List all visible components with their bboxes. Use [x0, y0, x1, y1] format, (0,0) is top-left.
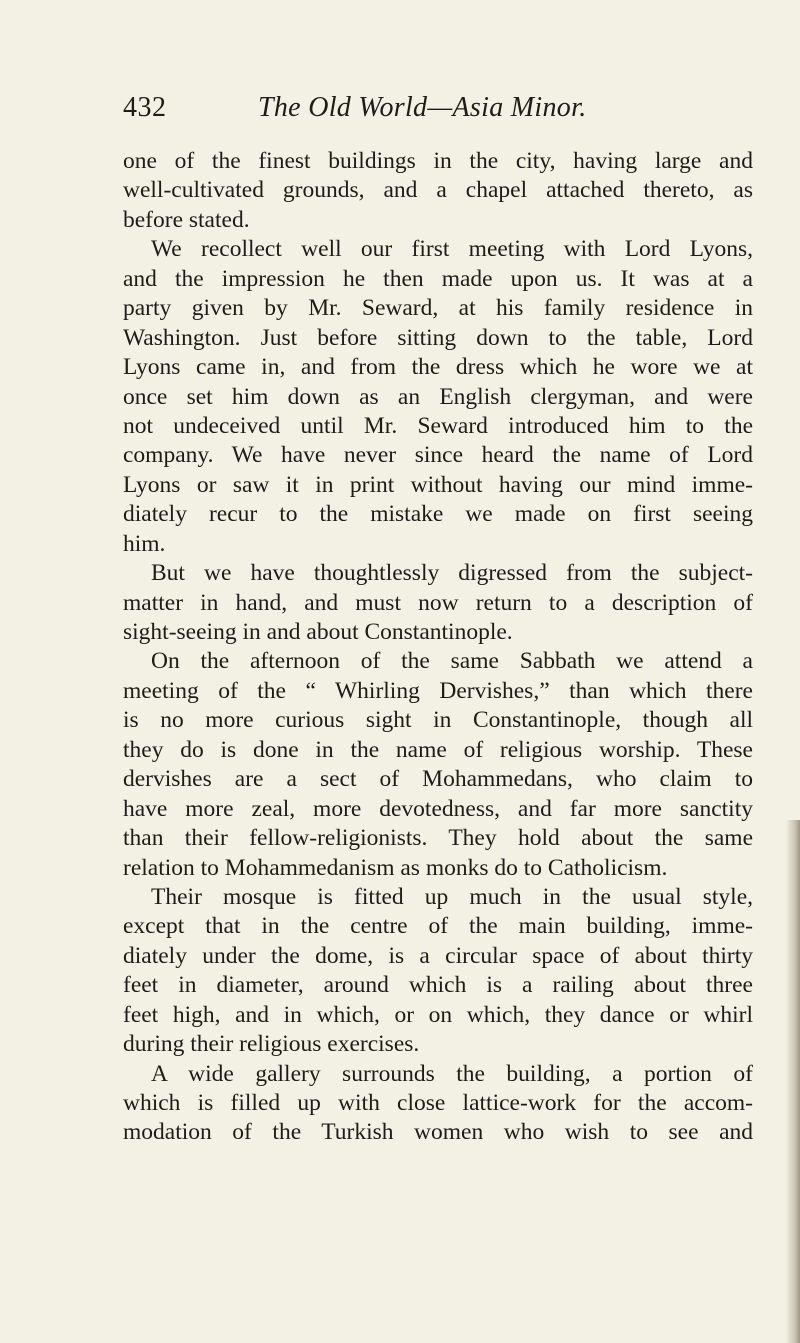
text-line: one of the finest buildings in the city, having large and [123, 148, 753, 174]
text-line: dervishes are a sect of Mohammedans, who claim to [123, 766, 753, 793]
text-line: We recollect well our first meeting with Lord Lyons, [151, 236, 753, 263]
text-line: well-cultivated grounds, and a chapel attached thereto, as [123, 177, 753, 204]
text-line: But we have thoughtlessly digressed from the subject- [151, 560, 753, 587]
body-text [123, 147, 753, 1148]
text-line: meeting of the “ Whirling Dervishes,” than which there [123, 677, 753, 704]
text-line: Washington. Just before sitting down to the table, Lord [123, 324, 753, 351]
text-line: and the impression he then made upon us. It was at a [123, 265, 753, 292]
text-line: party given by Mr. Seward, at his family residence in [123, 295, 753, 322]
text-line: him. [123, 530, 166, 557]
text-line: sight-seeing in and about Constantinople. [123, 619, 513, 645]
text-line: Their mosque is fitted up much in the usual style, [151, 883, 753, 910]
text-line: once set him down as an English clergyman, and were [123, 383, 753, 410]
text-line: modation of the Turkish women who wish to see and [123, 1119, 753, 1146]
text-line: Lyons or saw it in print without having our mind imme- [123, 471, 753, 498]
text-line: which is filled up with close lattice-work for the accom- [123, 1090, 753, 1116]
text-line: have more zeal, more devotedness, and far more sanctity [123, 795, 753, 822]
text-line: relation to Mohammedanism as monks do to Catholicism. [123, 854, 668, 881]
text-line: diately recur to the mistake we made on first seeing [123, 501, 753, 528]
text-line: diately under the dome, is a circular space of about thirty [123, 942, 753, 969]
text-line: than their fellow-religionists. They hold about the same [123, 825, 753, 852]
text-line: they do is done in the name of religious worship. These [123, 736, 753, 763]
text-line: not undeceived until Mr. Seward introduced him to the [123, 412, 753, 439]
text-line: A wide gallery surrounds the building, a portion of [151, 1060, 753, 1087]
page-edge-shadow [786, 820, 800, 1343]
page-number: 432 [123, 92, 167, 123]
text-line: Lyons came in, and from the dress which he wore we at [123, 354, 753, 381]
text-line: matter in hand, and must now return to a description of [123, 589, 753, 616]
text-line: company. We have never since heard the name of Lord [123, 442, 753, 469]
text-line: is no more curious sight in Constantinople, though all [123, 707, 753, 734]
page-header [123, 92, 683, 132]
running-title: The Old World—Asia Minor. [258, 92, 587, 123]
text-line: On the afternoon of the same Sabbath we attend a [151, 648, 753, 675]
text-line: feet high, and in which, or on which, they dance or whirl [123, 1001, 753, 1028]
text-line: except that in the centre of the main building, imme- [123, 913, 753, 940]
text-line: before stated. [123, 206, 250, 233]
text-line: during their religious exercises. [123, 1031, 420, 1058]
text-line: feet in diameter, around which is a railing about three [123, 972, 753, 999]
